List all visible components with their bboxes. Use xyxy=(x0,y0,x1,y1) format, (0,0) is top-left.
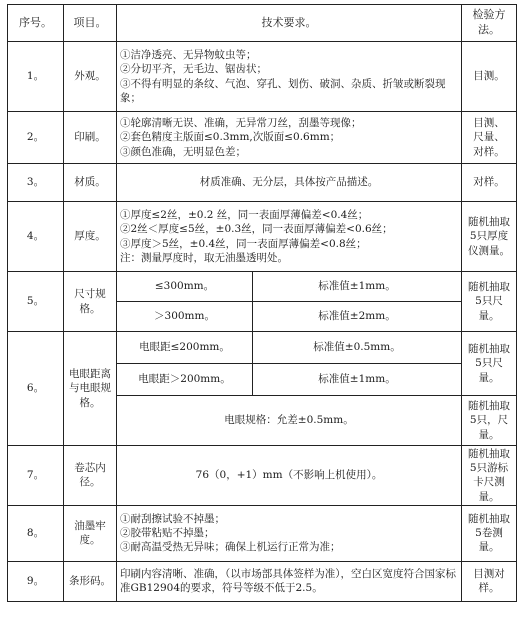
row-spec: 电眼规格：允差±0.5mm。 xyxy=(117,396,462,446)
row-tolerance: 标准值±0.5mm。 xyxy=(253,332,462,364)
row-condition: 电眼距＞200mm。 xyxy=(117,364,253,396)
row-method: 随机抽取5只，尺量。 xyxy=(462,396,517,446)
row-item: 条形码。 xyxy=(64,561,117,601)
row-method xyxy=(462,112,517,164)
row-number: 4。 xyxy=(8,202,64,272)
row-number: 7。 xyxy=(8,446,64,506)
table-row xyxy=(8,202,517,272)
requirement-line: ③厚度＞5丝，±0.4丝，同一表面厚薄偏差<0.8丝； xyxy=(120,237,367,250)
row-number: 2。 xyxy=(8,112,64,164)
row-item: 卷芯内径。 xyxy=(64,446,117,506)
row-requirement xyxy=(117,505,462,561)
table-row xyxy=(8,164,517,202)
row-condition: ＞300mm。 xyxy=(117,302,253,332)
requirement-line: ②分切平齐，无毛边、锯齿状； xyxy=(120,63,267,76)
row-condition: ≤300mm。 xyxy=(117,272,253,302)
row-tolerance: 标准值±1mm。 xyxy=(253,364,462,396)
method-line: 目测、 xyxy=(473,117,505,130)
row-method: 随机抽取5只游标卡尺测量。 xyxy=(462,446,517,506)
row-number: 1。 xyxy=(8,42,64,112)
header-method: 检验方法。 xyxy=(462,5,517,42)
requirement-line: ②2丝＜厚度≤5丝，±0.3丝，同一表面厚薄偏差<0.6丝； xyxy=(120,223,393,236)
spec-table xyxy=(7,4,517,602)
row-condition: 电眼距≤200mm。 xyxy=(117,332,253,364)
table-row xyxy=(8,272,517,302)
requirement-line: ①洁净透亮、无异物蚊虫等； xyxy=(120,49,257,62)
table-row xyxy=(8,505,517,561)
row-tolerance: 标准值±2mm。 xyxy=(253,302,462,332)
table-row xyxy=(8,446,517,506)
table-row xyxy=(8,561,517,601)
row-number: 5。 xyxy=(8,272,64,332)
requirement-line: ②套色精度主版面≤0.3mm,次版面≤0.6mm； xyxy=(120,131,341,144)
requirement-line: ②胶带粘贴不掉墨； xyxy=(120,527,215,540)
requirement-line: ③耐高温受热无异味；确保上机运行正常为准； xyxy=(120,541,341,554)
row-method: 目测。 xyxy=(462,42,517,112)
table-row xyxy=(8,332,517,364)
header-no: 序号。 xyxy=(8,5,64,42)
requirement-line: 印刷内容清晰、准确，（以市场部具体签样为准），空白区宽度符合国家标准GB12904的要求，符号等级不低于2.5。 xyxy=(120,568,456,595)
row-number: 6。 xyxy=(8,332,64,446)
table-row xyxy=(8,112,517,164)
row-method: 随机抽取5只尺量。 xyxy=(462,272,517,332)
method-line: 对样。 xyxy=(473,145,505,158)
requirement-line: ①耐刮擦试验不掉墨； xyxy=(120,512,225,525)
header-row xyxy=(8,5,517,42)
header-item: 项目。 xyxy=(64,5,117,42)
row-method: 随机抽取5只尺量。 xyxy=(462,332,517,396)
row-requirement xyxy=(117,202,462,272)
row-tolerance: 标准值±1mm。 xyxy=(253,272,462,302)
row-requirement: 76（0，+1）mm（不影响上机使用）。 xyxy=(117,446,462,506)
row-item: 油墨牢度。 xyxy=(64,505,117,561)
row-item: 材质。 xyxy=(64,164,117,202)
row-requirement xyxy=(117,112,462,164)
row-number: 3。 xyxy=(8,164,64,202)
row-number: 9。 xyxy=(8,561,64,601)
row-item: 尺寸规格。 xyxy=(64,272,117,332)
row-item: 电眼距离与电眼规格。 xyxy=(64,332,117,446)
row-method: 随机抽取5卷测量。 xyxy=(462,505,517,561)
row-item: 厚度。 xyxy=(64,202,117,272)
row-requirement: 材质准确、无分层，具体按产品描述。 xyxy=(117,164,462,202)
row-number: 8。 xyxy=(8,505,64,561)
method-line: 尺量、 xyxy=(473,131,505,144)
row-method: 对样。 xyxy=(462,164,517,202)
header-requirement: 技术要求。 xyxy=(117,5,462,42)
table-row xyxy=(8,42,517,112)
row-requirement xyxy=(117,42,462,112)
requirement-note: 注：测量厚度时，取无油墨透明处。 xyxy=(120,251,288,264)
requirement-line: ①厚度≤2丝，±0.2 丝，同一表面厚薄偏差<0.4丝； xyxy=(120,209,369,222)
requirement-line: ①轮廓清晰无误、准确，无异常刀丝，刮墨等现像； xyxy=(120,117,362,130)
requirement-line: ③不得有明显的条纹、气泡、穿孔、划伤、破洞、杂质、折皱或断裂现象； xyxy=(120,77,446,104)
requirement-line: ③颜色准确，无明显色差； xyxy=(120,145,246,158)
row-item: 印刷。 xyxy=(64,112,117,164)
row-requirement xyxy=(117,561,462,601)
row-method: 随机抽取5只厚度仪测量。 xyxy=(462,202,517,272)
row-item: 外观。 xyxy=(64,42,117,112)
row-method: 目测对样。 xyxy=(462,561,517,601)
